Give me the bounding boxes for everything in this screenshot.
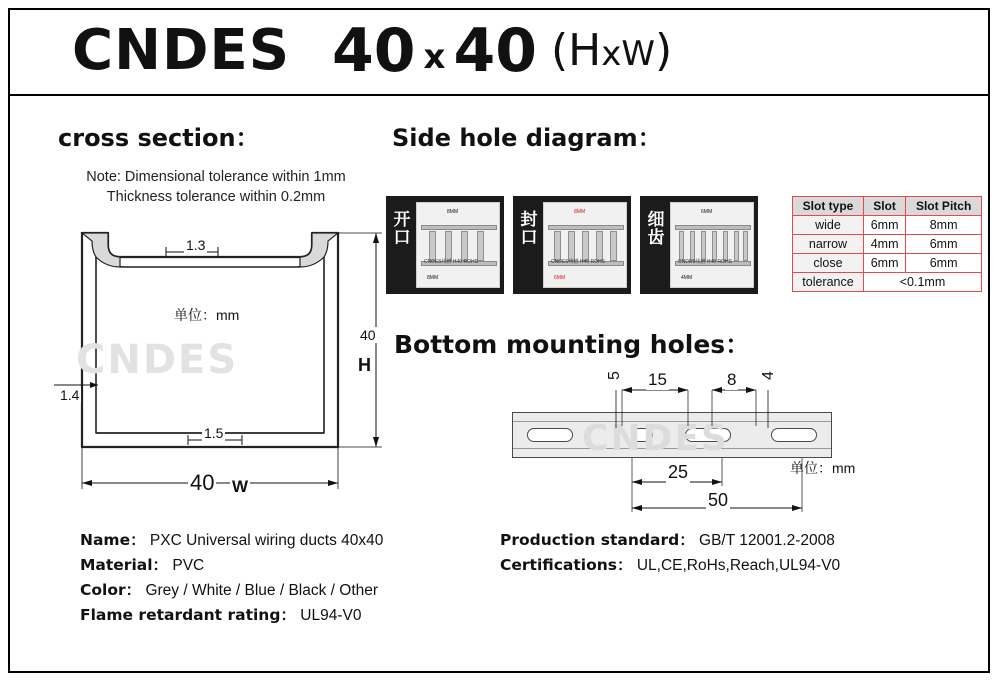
thumb-tag-narrow: 封口 [520,210,538,248]
bottom-holes-unit: 单位：mm [790,460,856,476]
spec-list-left [80,528,383,628]
cross-section-watermark: CNDES [76,337,239,383]
cell-slot: 6mm [863,254,905,273]
spec-label-standard: Production standard： [500,531,695,549]
dim-50: 50 [708,490,729,510]
size-height: 40 [332,16,416,86]
side-hole-thumbnails [386,196,758,294]
table-row [793,254,982,273]
spec-value-material: PVC [172,557,205,574]
side-hole-title: Side hole diagram： [392,124,662,152]
cell-tolerance: <0.1mm [863,273,981,292]
dim-bottom-inner: 1.5 [204,425,224,441]
bottom-holes-watermark: CNDES [582,418,729,459]
spec-label-material: Material： [80,556,169,574]
spec-row-material [80,553,383,578]
spec-value-standard: GB/T 12001.2-2008 [699,532,835,549]
thumb-tag-wide: 开口 [393,210,411,248]
thumb-mark-bottom-wide: 8MM [427,275,439,281]
spec-row-name [80,528,383,553]
slot-spec-table [792,196,982,292]
thumb-body-label-close: CNDES线槽 H40 ROHS [678,259,732,265]
cross-section-unit: 单位：mm [174,307,240,323]
cell-type: tolerance [793,273,864,292]
cell-slot: 6mm [863,216,905,235]
thumb-mark-top-close: 6MM [701,209,713,215]
cell-type: narrow [793,235,864,254]
dim-5: 5 [606,371,623,380]
dim-8: 8 [727,370,737,389]
spec-row-color [80,578,383,603]
bottom-holes-title: Bottom mounting holes： [394,330,751,359]
tolerance-note-line1: Note: Dimensional tolerance within 1mm [86,169,346,185]
dim-width-symbol: W [232,477,249,496]
spec-label-color: Color： [80,581,142,599]
col-slot-type: Slot type [793,197,864,216]
spec-row-certifications [500,553,840,578]
cross-section-drawing [46,215,386,505]
spec-label-name: Name： [80,531,146,549]
cross-section-title: cross section： [58,124,260,152]
thumb-mark-bottom-close: 4MM [681,275,693,281]
col-slot-pitch: Slot Pitch [906,197,982,216]
table-row [793,273,982,292]
dim-15: 15 [648,370,667,389]
table-row [793,216,982,235]
rail-top [548,225,624,230]
cell-pitch: 8mm [906,216,982,235]
side-hole-thumb-close[interactable] [640,196,758,294]
table-row [793,235,982,254]
dim-width: 40 [190,470,215,495]
size-separator: x [423,37,446,77]
spec-row-flame [80,603,383,628]
cell-slot: 4mm [863,235,905,254]
dim-4: 4 [760,371,777,380]
spec-value-color: Grey / White / Blue / Black / Other [145,582,379,599]
dim-25: 25 [668,462,689,482]
thumb-mark-bottom-narrow: 6MM [554,275,566,281]
dim-top-inner: 1.3 [186,237,206,253]
teeth-group [423,231,495,261]
cell-pitch: 6mm [906,235,982,254]
brand-title: CNDES [72,18,291,83]
spec-value-name: PXC Universal wiring ducts 40x40 [149,532,384,549]
dim-height-symbol: H [358,355,371,375]
cell-type: close [793,254,864,273]
thumb-photo-narrow [543,202,627,288]
table-header-row [793,197,982,216]
thumb-mark-top-narrow: 8MM [574,209,586,215]
spec-row-standard [500,528,840,553]
spec-list-right [500,528,840,578]
spec-value-flame: UL94-V0 [300,607,362,624]
thumb-photo-wide [416,202,500,288]
thumb-mark-top-wide: 8MM [447,209,459,215]
dim-height: 40 [360,327,376,343]
dim-left-wall: 1.4 [60,387,80,403]
thumb-tag-close: 细齿 [647,210,665,248]
col-slot: Slot [863,197,905,216]
thumb-body-label-narrow: CNDES线槽 H40 ROHS [551,259,605,265]
bottom-holes-drawing [494,370,914,515]
size-width: 40 [453,16,537,86]
tolerance-note [46,168,386,207]
spec-label-flame: Flame retardant rating： [80,606,296,624]
teeth-group [550,231,622,261]
header-band [8,8,990,96]
rail-top [675,225,751,230]
spec-value-certifications: UL,CE,RoHs,Reach,UL94-V0 [636,557,841,574]
cell-pitch: 6mm [906,254,982,273]
teeth-group [677,231,749,261]
side-hole-thumb-wide[interactable] [386,196,504,294]
cell-type: wide [793,216,864,235]
hxw-label: (HxW) [550,25,673,76]
thumb-photo-close [670,202,754,288]
spec-label-certifications: Certifications： [500,556,633,574]
bottom-dimension-svg [494,370,914,515]
rail-top [421,225,497,230]
tolerance-note-line2: Thickness tolerance within 0.2mm [106,188,326,205]
side-hole-thumb-narrow[interactable] [513,196,631,294]
thumb-body-label-wide: CNDES线槽 H40 ROHS [424,259,478,265]
